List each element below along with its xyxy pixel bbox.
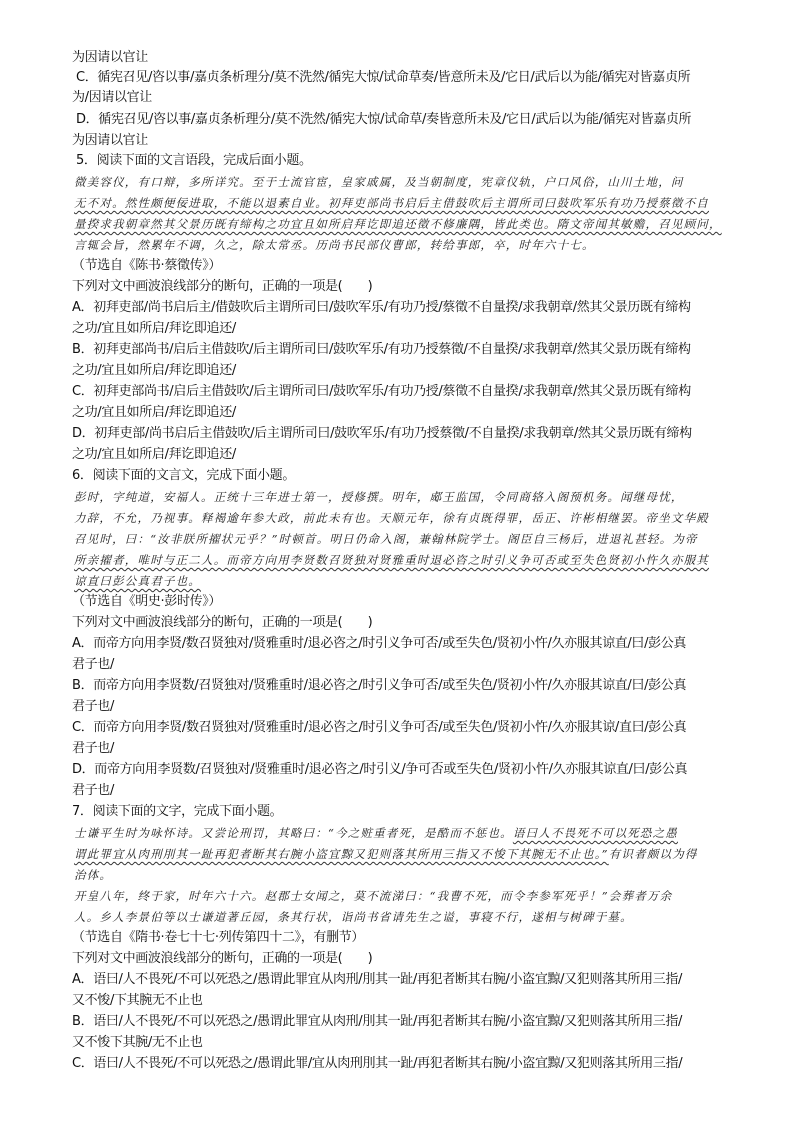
text-line: A．初拜吏部/尚书启后主/借鼓吹后主谓所司曰/鼓吹军乐/有功乃授/蔡徵不自量揆/求我朝章/然其父景历既有缔构 [72,300,691,315]
text-line: 下列对文中画波浪线部分的断句，正确的一项是( ) [72,279,373,294]
passage-text: 士谦平生时为咏怀诗。又尝论刑罚，其略曰：“今之赃重者死，是酷而不惩也。 [74,826,513,840]
text-line: （节选自《明史·彭时传》） [72,594,222,609]
passage-line [74,193,748,214]
text-line: 下列对文中画波浪线部分的断句，正确的一项是( ) [72,615,373,630]
passage-line: 开皇八年，终于家，时年六十六。赵郡士女闻之，莫不流涕曰：“我曹不死，而令李参军死乎！”会葬者万余 [74,889,673,903]
passage-line: 召见时，曰：“汝非朕所擢状元乎？”时顿首。明日仍命入阁，兼翰林院学士。阁臣自三杨后，进退礼甚轻。为帝 [74,532,698,546]
text-line: 为因请以官让 [72,133,148,148]
text-line: 君子也/ [72,699,114,714]
text-line: 之功/宜且如所启/拜讫即追还/ [72,363,236,378]
passage-line: 人。乡人李景伯等以士谦道著丘园，条其行状，诣尚书省请先生之谥，事寝不行，遂相与树碑于墓。 [74,910,633,924]
passage-line [74,844,748,865]
text-line: C．初拜吏部尚书/启后主借鼓吹/后主谓所司曰/鼓吹军乐/有功乃授/蔡徵不自量揆/求我朝章/然其父景历既有缔构 [72,384,691,399]
text-line: （节选自《陈书·蔡徵传》） [72,258,222,273]
passage-text: 有识者颇以为得 [608,847,698,861]
text-line: D．初拜吏部/尚书启后主借鼓吹/后主谓所司曰/鼓吹军乐/有功乃授蔡徵/不自量揆/求我朝章/然其父景历既有缔构 [72,426,692,441]
passage-line: 治体。 [74,868,113,882]
wavy-underlined-text: 谓此罪宜从肉刑刖其一趾再犯者断其右腕小盗宜黥又犯则落其所用三指又不悛下其腕无不止也。” [74,847,609,861]
passage-line: 力辞，不允，乃视事。释褐逾年参大政，前此未有也。天顺元年，徐有贞既得罪，岳正、许彬相继罢。帝坐文华殿 [74,511,709,525]
text-line: A．而帝方向用李贤/数召贤独对/贤雅重时/退必咨之/时引义争可否/或至失色/贤初小忤/久亦服其谅直/曰/彭公真 [72,636,687,651]
wavy-underlined-text: 量揆求我朝章然其父景历既有缔构之功宜且如所启拜讫即追还徵不修廉隅，皆此类也。隋文帝闻其敏赡，召见顾问， [74,217,722,231]
text-line: A．语曰/人不畏死/不可以死恐之/愚谓此罪宜从肉刑/刖其一趾/再犯者断其右腕/小盗宜黥/又犯则落其所用三指/ [72,972,683,987]
text-line: 之功/宜且如所启/拜讫即追还/ [72,447,236,462]
text-line: B．语曰/人不畏死/不可以死恐之/愚谓此罪宜从肉刑/刖其一趾/再犯者断其右腕/小盗宜黥/又犯则落其所用三指/ [72,1014,683,1029]
passage-line [74,823,748,844]
wavy-underlined-text: 谅直曰彭公真君子也。 [74,574,201,588]
passage-line [74,214,748,235]
text-line: 6．阅读下面的文言文，完成下面小题。 [72,468,295,483]
passage-line [74,550,748,571]
text-line: 又不悛下其腕/无不止也 [72,1035,203,1050]
text-line: C．循宪召见/咨以事/嘉贞条析理分/莫不洗然/循宪大惊/试命草奏/皆意所未及/它日/武后以为能/循宪对皆嘉贞所 [76,70,691,85]
text-line: 为/因请以官让 [72,90,152,105]
passage-line: 言辄会旨，然累年不调，久之，除太常丞。历尚书民部仪曹郎，转给事郎，卒，时年六十七。 [74,238,595,252]
wavy-underlined-text: 无不对。然性颇便佞进取，不能以退素自业。初拜吏部尚书启后主借鼓吹后主谓所司曰鼓吹军乐有功乃授蔡徵不自 [74,196,709,210]
text-line: B．初拜吏部尚书/启后主借鼓吹/后主谓所司曰/鼓吹军乐/有功乃授蔡徵/不自量揆/求我朝章/然其父景历既有缔构 [72,342,691,357]
text-line: 君子也/ [72,741,114,756]
text-line: 君子也/ [72,783,114,798]
text-line: D．而帝方向用李贤数/召贤独对/贤雅重时/退必咨之/时引义/争可否或至失色/贤初小忤/久亦服其谅直/曰/彭公真 [72,762,688,777]
text-line: 之功/宜且如所启/拜讫即追还/ [72,405,236,420]
passage-line [74,571,748,592]
text-line: 下列对文中画波浪线部分的断句，正确的一项是( ) [72,951,373,966]
text-line: 又不悛/下其腕无不止也 [72,993,203,1008]
passage-line: 彭时，字纯道，安福人。正统十三年进士第一，授修撰。明年，郕王监国，令同商辂入阁预机务。闻继母忧， [74,490,684,504]
text-line: C．语曰/人不畏死/不可以死恐之/愚谓此罪/宜从肉刑刖其一趾/再犯者断其右腕/小盗宜黥/又犯则落其所用三指/ [72,1056,683,1071]
passage-line: 微美容仪，有口辩，多所详究。至于士流官宦，皇家戚属，及当朝制度，宪章仪轨，户口风俗，山川土地，问 [74,175,684,189]
text-line: 5．阅读下面的文言语段，完成后面小题。 [76,153,312,168]
text-line: 君子也/ [72,657,114,672]
text-line: B．而帝方向用李贤数/召贤独对/贤雅重时/退必咨之/时引义争可否/或至失色/贤初小忤/久亦服其谅直/曰/彭公真 [72,678,687,693]
wavy-underlined-text: 所亲擢者，唯时与正二人。而帝方向用李贤数召贤独对贤雅重时退必咨之时引义争可否或至失色贤初小忤久亦服其 [74,553,709,567]
text-line: 为因请以官让 [72,50,148,65]
text-line: 之功/宜且如所启/拜讫即追还/ [72,321,236,336]
wavy-underlined-text: 语曰人不畏死不可以死恐之愚 [512,826,678,840]
text-line: 7．阅读下面的文字，完成下面小题。 [72,804,283,819]
text-line: D．循宪召见/咨以事/嘉贞条析理分/莫不洗然/循宪大惊/试命草/奏皆意所未及/它日/武后以为能/循宪对皆嘉贞所 [76,112,692,127]
text-line: （节选自《隋书·卷七十七·列传第四十二》，有删节） [72,930,365,945]
text-line: C．而帝方向用李贤/数召贤独对/贤雅重时/退必咨之/时引义争可否/或至失色/贤初小忤/久亦服其谅/直曰/彭公真 [72,720,687,735]
